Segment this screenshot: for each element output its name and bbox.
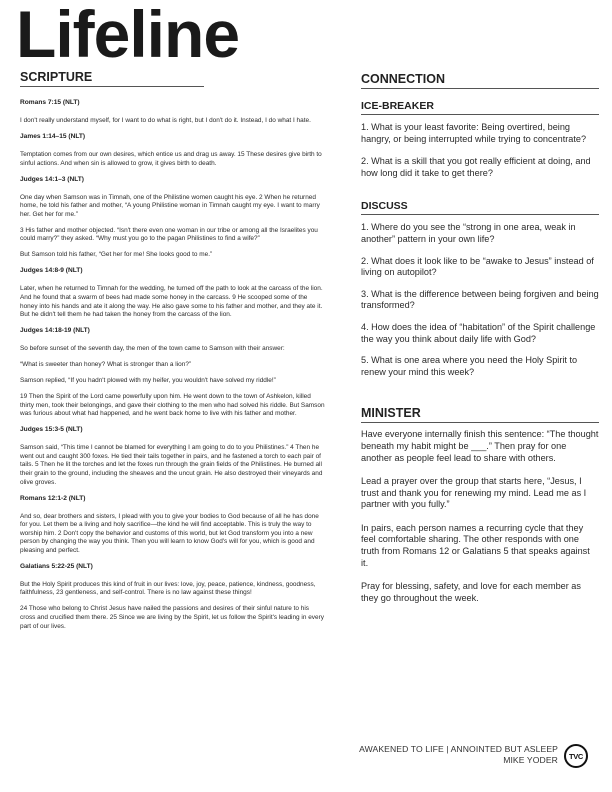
discuss-question: 4. How does the idea of “habitation” of the Spirit challenge the way you think about daily life with God? bbox=[361, 321, 596, 344]
scripture-block bbox=[20, 426, 326, 487]
scripture-reference: Romans 7:15 (NLT) bbox=[20, 99, 80, 106]
series-title: AWAKENED TO LIFE | ANNOINTED BUT ASLEEP bbox=[359, 744, 558, 754]
scripture-text: But the Holy Spirit produces this kind of fruit in our lives: love, joy, peace, patience, kindness, goodness, faithfulness, 23 gentleness, and self-control. There is no law against these things! bbox=[20, 580, 316, 597]
scripture-column bbox=[20, 70, 326, 639]
discuss-divider bbox=[361, 214, 599, 215]
discuss-question: 3. What is the difference between being forgiven and being transformed? bbox=[361, 288, 599, 311]
minister-paragraph: Pray for blessing, safety, and love for each member as they go throughout the week. bbox=[361, 581, 581, 603]
scripture-reference: Judges 15:3-5 (NLT) bbox=[20, 426, 83, 434]
connection-heading: CONNECTION bbox=[361, 72, 446, 86]
scripture-block bbox=[20, 133, 326, 168]
scripture-block bbox=[20, 495, 326, 556]
scripture-text: Samson said, “This time I cannot be blamed for everything I am going to do to you Philistines.” 4 Then he went out and caught 300 foxes. He tied their tails together in pairs, and he fastened a torch to each pair of tails. 5 Then he lit the torches and let the foxes run through the grain fields of the Philistines. He burned all their grain to the ground, including the sheaves and the uncut grain. He also destroyed their vineyards and olive groves. bbox=[20, 444, 323, 486]
discuss-question: 1. Where do you see the “strong in one area, weak in another” pattern in your own life? bbox=[361, 222, 576, 244]
discuss-question: 5. What is one area where you need the Holy Spirit to renew your mind this week? bbox=[361, 355, 578, 377]
minister-heading: MINISTER bbox=[361, 406, 421, 421]
logo-text: TVC bbox=[568, 751, 584, 761]
scripture-text: So before sunset of the seventh day, the men of the town came to Samson with their answer: bbox=[20, 345, 285, 353]
connection-divider bbox=[361, 88, 599, 89]
speaker-name: MIKE YODER bbox=[503, 755, 558, 765]
scripture-text: 24 Those who belong to Christ Jesus have nailed the passions and desires of their sinful nature to his cross and crucified them there. 25 Since we are living by the Spirit, let us follow the Spirit's leading in every part of our lives. bbox=[20, 605, 324, 630]
scripture-reference: Galatians 5:22-25 (NLT) bbox=[20, 562, 93, 570]
scripture-block bbox=[20, 176, 326, 260]
scripture-text: 3 His father and mother objected. “Isn't there even one woman in our tribe or among all the Israelites you could marry?” they asked. “Why must you go to the pagan Philistines to find a wife?” bbox=[20, 226, 318, 243]
scripture-block bbox=[20, 327, 326, 419]
scripture-reference: Judges 14:18-19 (NLT) bbox=[20, 327, 90, 335]
icebreaker-question: 1. What is your least favorite: Being overtired, being hangry, or being interrupted while trying to concentrate? bbox=[361, 122, 587, 144]
minister-paragraph: Have everyone internally finish this sentence: “The thought beneath my habit might be ___.” Then pray for one another as people feel lead to share with others. bbox=[361, 429, 599, 463]
scripture-text: But Samson told his father, “Get her for me! She looks good to me.” bbox=[20, 251, 213, 259]
scripture-blocks bbox=[20, 99, 326, 631]
discuss-heading: DISCUSS bbox=[361, 200, 408, 213]
minister-paragraph: In pairs, each person names a recurring cycle that they feel comfortable sharing. The other responds with one truth from Romans 12 or Galatians 5 that speaks against it. bbox=[361, 522, 590, 568]
scripture-reference: Judges 14:8-9 (NLT) bbox=[20, 267, 83, 275]
scripture-block bbox=[20, 99, 326, 126]
scripture-text: Later, when he returned to Timnah for the wedding, he turned off the path to look at the carcass of the lion. And he found that a swarm of bees had made some honey in the carcass. 9 He scooped some of the honey into his hands and ate it along the way. He also gave some to his father and mother, and they ate it. But he didn't tell them he had taken the honey from the carcass of the lion. bbox=[20, 285, 323, 319]
connection-column bbox=[361, 72, 599, 604]
discuss-question: 2. What does it look like to be “awake to Jesus” instead of living on autopilot? bbox=[361, 255, 594, 278]
tvc-logo bbox=[564, 744, 588, 768]
scripture-text: Samson replied, “If you hadn't plowed with my heifer, you wouldn't have solved my riddle!” bbox=[20, 377, 276, 385]
icebreaker-question: 2. What is a skill that you got really efficient at doing, and how long did it take to get there? bbox=[361, 156, 591, 178]
page-title: Lifeline bbox=[16, 0, 240, 71]
scripture-block bbox=[20, 267, 326, 319]
icebreaker-divider bbox=[361, 114, 599, 115]
scripture-text: And so, dear brothers and sisters, I plead with you to give your bodies to God because of all he has done for you. Let them be a living and holy sacrifice—the kind he will find acceptable. This is truly the way to worship him. 2 Don't copy the behavior and customs of this world, but let God transform you into a new person by changing the way you think. Then you will learn to know God's will for you, which is good and pleasing and perfect. bbox=[20, 512, 319, 554]
minister-paragraph: Lead a prayer over the group that starts here, “Jesus, I trust and thank you for renewing my mind. Lead me as I partner with you fully.” bbox=[361, 476, 587, 510]
scripture-divider bbox=[20, 86, 204, 87]
icebreaker-heading: ICE-BREAKER bbox=[361, 100, 434, 112]
scripture-reference: Judges 14:1–3 (NLT) bbox=[20, 175, 84, 183]
scripture-text: “What is sweeter than honey? What is stronger than a lion?” bbox=[20, 361, 192, 369]
scripture-text: One day when Samson was in Timnah, one of the Philistine women caught his eye. 2 When he returned home, he told his father and mother, “A young Philistine woman in Timnah caught my eye. I want to marry her. Get her for me.” bbox=[20, 193, 320, 218]
scripture-reference: Romans 12:1-2 (NLT) bbox=[20, 494, 86, 502]
scripture-text: 19 Then the Spirit of the Lord came powerfully upon him. He went down to the town of Ashkelon, killed thirty men, took their belongings, and gave their clothing to the men who had solved his riddle. But Samson was furious about what had happened, and he went back home to live with his father and mother. bbox=[20, 393, 325, 418]
scripture-text: I don't really understand myself, for I want to do what is right, but I don't do it. Instead, I do what I hate. bbox=[20, 117, 311, 124]
scripture-block bbox=[20, 563, 326, 631]
footer bbox=[359, 744, 558, 766]
scripture-reference: James 1:14–15 (NLT) bbox=[20, 133, 86, 141]
scripture-heading: SCRIPTURE bbox=[20, 70, 93, 84]
minister-divider bbox=[361, 422, 599, 423]
scripture-text: Temptation comes from our own desires, which entice us and drag us away. 15 These desires give birth to sinful actions. And when sin is allowed to grow, it gives birth to death. bbox=[20, 151, 322, 167]
